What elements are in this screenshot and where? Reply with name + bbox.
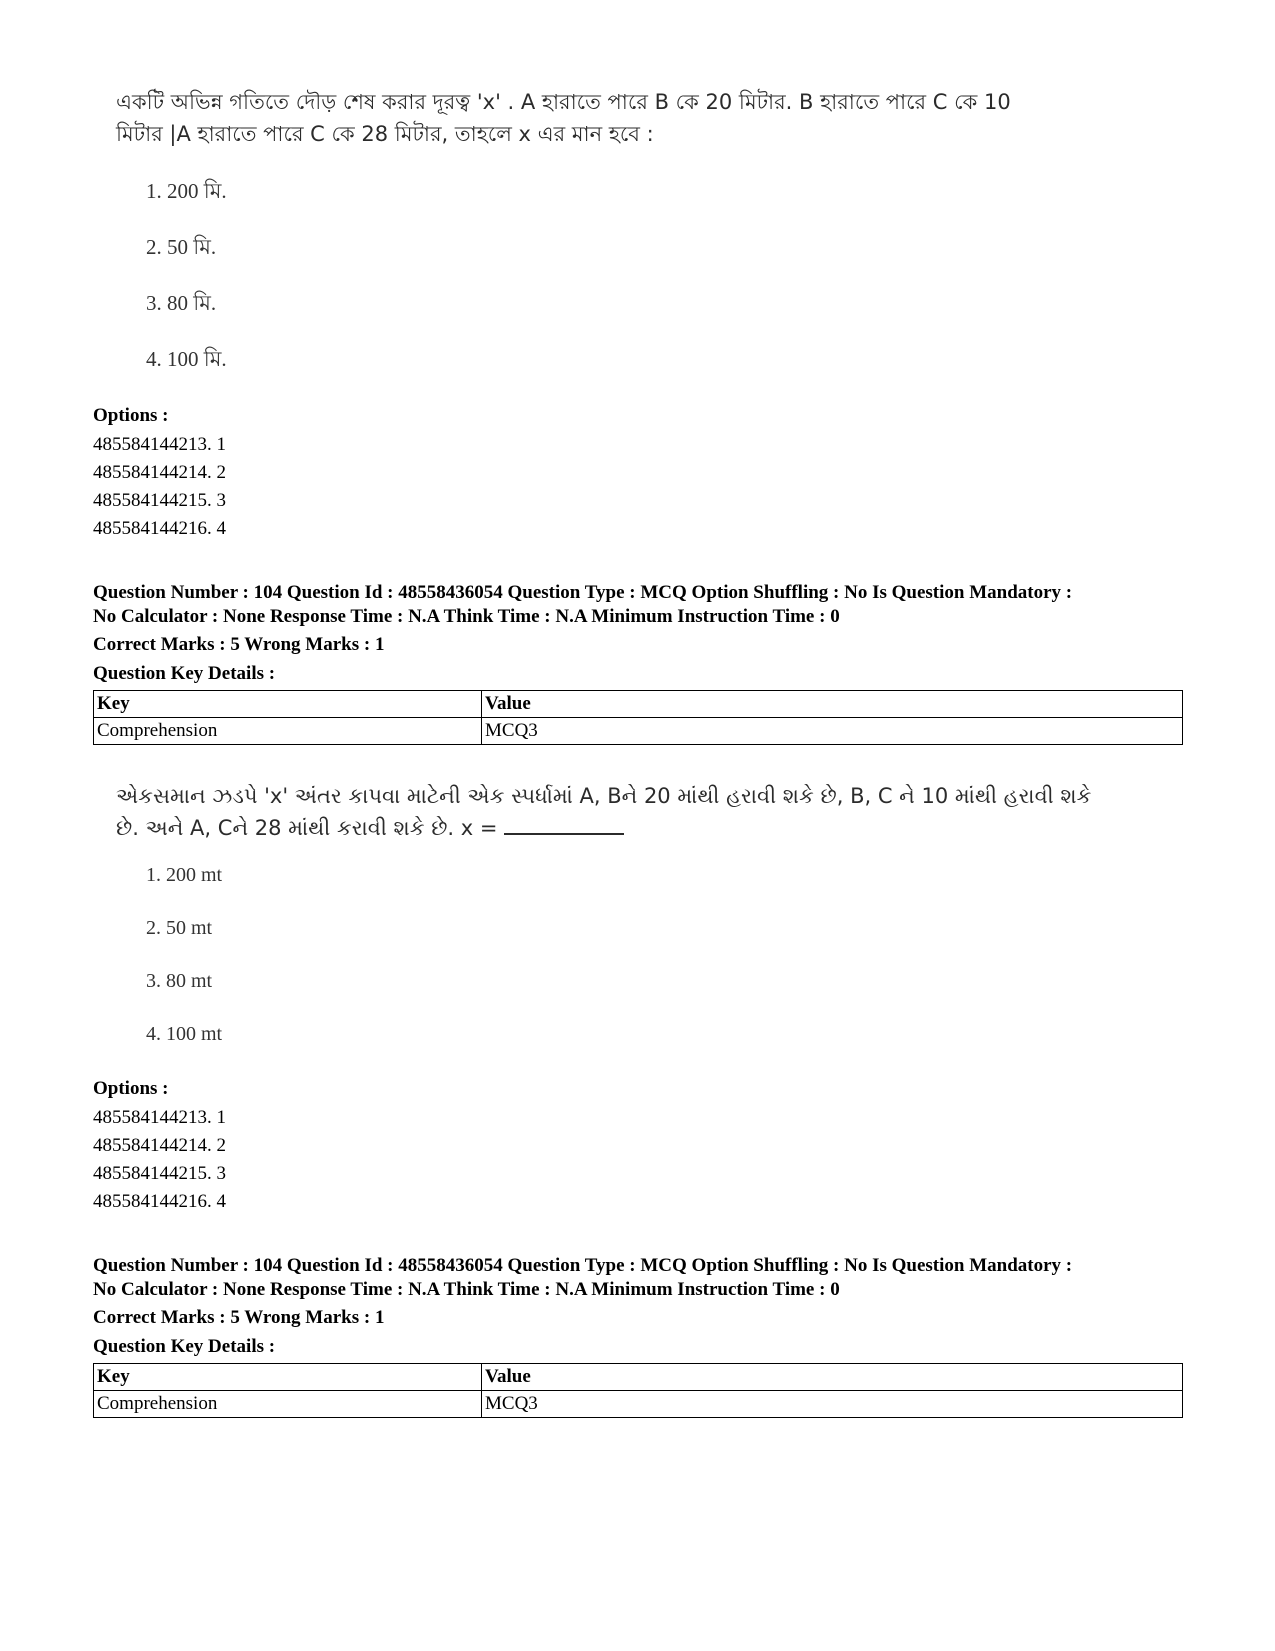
table-row: [94, 1391, 1183, 1418]
header-key: Key: [94, 1364, 482, 1391]
option-line: 485584144216. 4: [93, 518, 226, 539]
question-text-line-1: একটি অভিন্ন গতিতে দৌড় শেষ করার দূরত্ব 'x' . A হারাতে পারে B কে 20 মিটার. B হারাতে পারে C কে 10: [116, 90, 1011, 114]
option-line: 485584144213. 1: [93, 434, 226, 455]
choice-3: 3. 80 মি.: [146, 291, 217, 315]
option-line: 485584144214. 2: [93, 462, 226, 483]
choice-3: 3. 80 mt: [146, 970, 213, 992]
option-line: 485584144214. 2: [93, 1135, 226, 1156]
question-text-line-2: মিটার |A হারাতে পারে C কে 28 মিটার, তাহলে x এর মান হবে :: [116, 122, 654, 146]
marks-line: Correct Marks : 5 Wrong Marks : 1: [93, 1307, 385, 1328]
choice-4: 4. 100 মি.: [146, 347, 227, 371]
cell-value: MCQ3: [482, 1391, 1183, 1418]
choice-4: 4. 100 mt: [146, 1023, 223, 1045]
cell-value: MCQ3: [482, 718, 1183, 745]
question-text-line-2-wrap: [116, 812, 624, 844]
option-line: 485584144215. 3: [93, 490, 226, 511]
question-meta-line-2: No Calculator : None Response Time : N.A Think Time : N.A Minimum Instruction Time : 0: [93, 1279, 840, 1300]
question-meta-line-1: Question Number : 104 Question Id : 48558436054 Question Type : MCQ Option Shuffling : No Is Question Mandatory :: [93, 582, 1073, 603]
question-text-line-1: એકસમાન ઝડપે 'x' અંતર કાપવા માટેની એક સ્પર્ધામાં A, Bને 20 માંથી હરાવી શકે છે, B, C ને 10 માંથી હરાવી શકે: [116, 784, 1092, 808]
table-header-row: [94, 691, 1183, 718]
choice-2: 2. 50 মি.: [146, 235, 217, 259]
marks-line: Correct Marks : 5 Wrong Marks : 1: [93, 634, 385, 655]
question-meta-line-2: No Calculator : None Response Time : N.A Think Time : N.A Minimum Instruction Time : 0: [93, 606, 840, 627]
key-details-table: [93, 690, 1183, 745]
table-header-row: [94, 1364, 1183, 1391]
cell-key: Comprehension: [94, 1391, 482, 1418]
option-line: 485584144215. 3: [93, 1163, 226, 1184]
choice-1: 1. 200 মি.: [146, 179, 227, 203]
options-heading: Options :: [93, 405, 169, 426]
header-key: Key: [94, 691, 482, 718]
key-details-heading: Question Key Details :: [93, 1336, 276, 1357]
answer-blank: [504, 813, 624, 835]
header-value: Value: [482, 691, 1183, 718]
cell-key: Comprehension: [94, 718, 482, 745]
key-details-table: [93, 1363, 1183, 1418]
table-row: [94, 718, 1183, 745]
question-text-line-2: છે. અને A, Cને 28 માંથી કરાવી શકે છે. x =: [116, 816, 498, 840]
header-value: Value: [482, 1364, 1183, 1391]
option-line: 485584144213. 1: [93, 1107, 226, 1128]
options-heading: Options :: [93, 1078, 169, 1099]
option-line: 485584144216. 4: [93, 1191, 226, 1212]
choice-2: 2. 50 mt: [146, 917, 213, 939]
choice-1: 1. 200 mt: [146, 864, 223, 886]
question-meta-line-1: Question Number : 104 Question Id : 48558436054 Question Type : MCQ Option Shuffling : No Is Question Mandatory :: [93, 1255, 1073, 1276]
key-details-heading: Question Key Details :: [93, 663, 276, 684]
